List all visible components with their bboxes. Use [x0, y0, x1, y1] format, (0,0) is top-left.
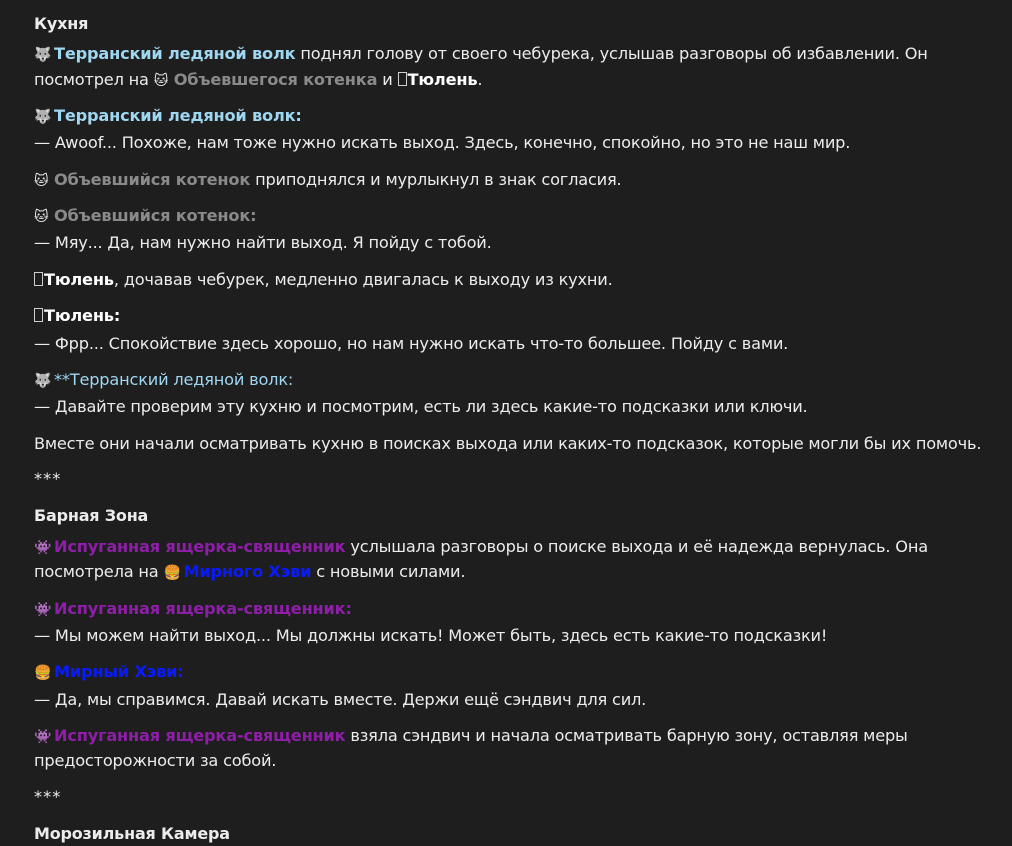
seal-icon	[34, 272, 43, 286]
speaker-lizard: 👾 Испуганная ящерка-священник:	[34, 596, 352, 623]
alien-monster-icon: 👾	[34, 729, 52, 745]
burger-icon: 🍔	[163, 565, 181, 581]
paragraph-search-kitchen: Вместе они начали осматривать кухню в поисках выхода или каких-то подсказок, которые могли бы их помочь.	[34, 434, 982, 453]
speaker-seal: Тюлень:	[34, 303, 120, 328]
cat-icon: 🐱	[153, 73, 169, 89]
seal-icon	[398, 72, 407, 86]
character-lizard: Испуганная ящерка-священник	[54, 537, 346, 556]
speaker-hevi: 🍔 Мирный Хэви:	[34, 659, 184, 686]
section-heading-kitchen: Кухня	[34, 14, 89, 33]
character-lizard: Испуганная ящерка-священник	[54, 726, 346, 745]
section-heading-bar: Барная Зона	[34, 506, 149, 525]
alien-monster-icon: 👾	[34, 540, 52, 556]
character-kitten: Объевшегося котенка	[173, 70, 378, 89]
character-kitten: Объевшийся котенок	[54, 170, 251, 189]
separator: ***	[34, 469, 62, 488]
speech-lizard-1: — Мы можем найти выход... Мы должны искать! Может быть, здесь есть какие-то подсказки!	[34, 626, 828, 645]
speech-wolf-2: — Давайте проверим эту кухню и посмотрим, есть ли здесь какие-то подсказки или ключи.	[34, 397, 808, 416]
burger-icon: 🍔	[34, 665, 52, 681]
section-heading-freezer: Морозильная Камера	[34, 824, 230, 843]
speaker-wolf: 🐺 Терранский ледяной волк:	[34, 103, 302, 130]
character-hevi: Мирного Хэви	[183, 562, 312, 581]
paragraph-lizard-takes-sandwich-cont: предосторожности за собой.	[34, 751, 277, 770]
wolf-icon: 🐺	[34, 109, 52, 125]
speaker-kitten: 🐱 Объевшийся котенок:	[34, 203, 256, 230]
character-wolf: Терранский ледяной волк	[54, 44, 296, 63]
wolf-icon: 🐺	[34, 373, 52, 389]
paragraph-wolf-raises-head: 🐺 Терранский ледяной волк поднял голову от своего чебурека, услышав разговоры об избавлении. Он	[34, 41, 928, 68]
paragraph-seal-moves: Тюлень, дочавав чебурек, медленно двигалась к выходу из кухни.	[34, 267, 613, 292]
seal-icon	[34, 308, 43, 322]
speech-wolf-1: — Awoof... Похоже, нам тоже нужно искать выход. Здесь, конечно, спокойно, но это не наш мир.	[34, 133, 851, 152]
character-seal: Тюлень	[407, 70, 478, 89]
paragraph-kitten-purrs: 🐱 Объевшийся котенок приподнялся и мурлыкнул в знак согласия.	[34, 167, 621, 194]
paragraph-lizard-hears-cont: посмотрела на 🍔 Мирного Хэви с новыми силами.	[34, 559, 465, 586]
speech-hevi-1: — Да, мы справимся. Давай искать вместе. Держи ещё сэндвич для сил.	[34, 690, 647, 709]
cat-icon: 🐱	[34, 209, 49, 225]
speech-kitten-1: — Мяу... Да, нам нужно найти выход. Я пойду с тобой.	[34, 233, 492, 252]
speaker-wolf-2: 🐺 **Терранский ледяной волк:	[34, 367, 293, 394]
wolf-icon: 🐺	[34, 47, 52, 63]
paragraph-lizard-hears: 👾 Испуганная ящерка-священник услышала разговоры о поиске выхода и её надежда вернулась. Она	[34, 534, 928, 561]
separator: ***	[34, 787, 62, 806]
paragraph-lizard-takes-sandwich: 👾 Испуганная ящерка-священник взяла сэндвич и начала осматривать барную зону, оставляя меры	[34, 723, 908, 750]
character-seal: Тюлень	[44, 270, 114, 289]
cat-icon: 🐱	[34, 173, 49, 189]
paragraph-wolf-raises-head-cont: посмотрел на 🐱 Объевшегося котенка и Тюлень.	[34, 67, 482, 94]
speech-seal-1: — Фрр... Спокойствие здесь хорошо, но нам нужно искать что-то большее. Пойду с вами.	[34, 334, 789, 353]
alien-monster-icon: 👾	[34, 602, 52, 618]
